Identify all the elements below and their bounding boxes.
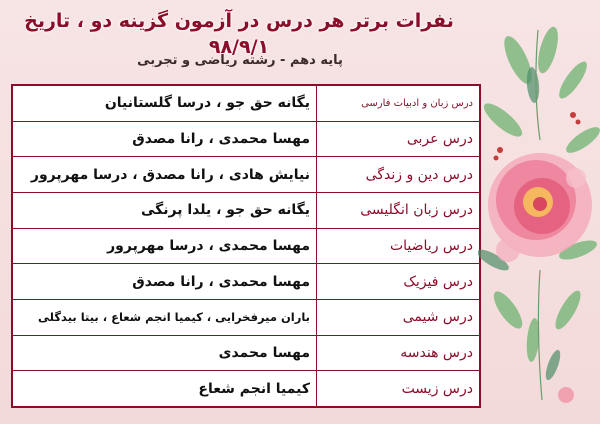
names-cell: یگانه حق جو ، درسا گلستانیان [12,85,317,121]
table-row [12,264,480,300]
subject-cell: درس زیست [317,371,481,407]
subject-cell: درس ریاضیات [317,228,481,264]
subject-cell: درس دین و زندگی [317,157,481,193]
subject-cell: درس فیزیک [317,264,481,300]
names-cell: یگانه حق جو ، یلدا پرنگی [12,193,317,229]
names-cell: مهسا محمدی ، رانا مصدق [12,121,317,157]
page-subtitle: پایه دهم - رشته ریاضی و تجربی [137,53,343,68]
table-row [12,85,480,121]
table-row [12,371,480,407]
results-table [11,84,481,408]
table-row [12,299,480,335]
names-cell: مهسا محمدی [12,335,317,371]
names-cell: مهسا محمدی ، درسا مهرپرور [12,228,317,264]
page-title: نفرات برتر هر درس در آزمون گزینه دو ، تاریخ ۹۸/۹/۱ [24,10,454,58]
watercolor-flower-bouquet-icon [478,10,600,420]
subject-cell: درس شیمی [317,299,481,335]
names-cell: نیایش هادی ، رانا مصدق ، درسا مهرپرور [12,157,317,193]
names-cell: مهسا محمدی ، رانا مصدق [12,264,317,300]
subject-cell: درس عربی [317,121,481,157]
names-cell: کیمیا انجم شعاع [12,371,317,407]
table-row [12,121,480,157]
table-row [12,228,480,264]
table-row [12,193,480,229]
table-row [12,335,480,371]
subject-cell: درس زبان و ادبیات فارسی [317,85,481,121]
table-row [12,157,480,193]
names-cell: باران میرفخرایی ، کیمیا انجم شعاع ، بیتا بیدگلی [12,299,317,335]
subject-cell: درس زبان انگلیسی [317,193,481,229]
subject-cell: درس هندسه [317,335,481,371]
